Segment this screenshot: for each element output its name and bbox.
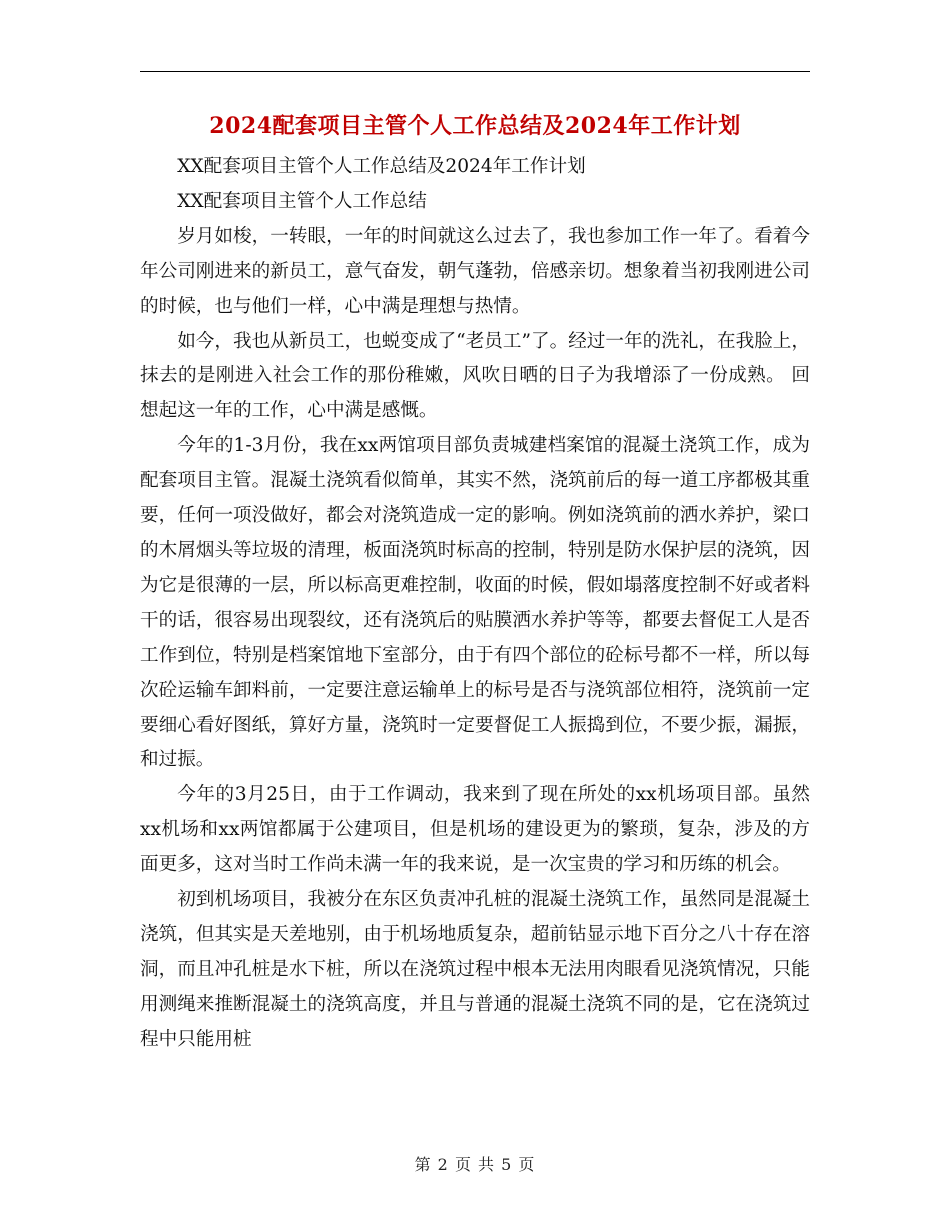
paragraph: 今年的3月25日，由于工作调动，我来到了现在所处的xx机场项目部。虽然xx机场和xx两馆都属于公建项目，但是机场的建设更为的繁琐，复杂，涉及的方面更多，这对当时工作尚未满一年的我来说，是一次宝贵的学习和历练的机会。 bbox=[140, 784, 810, 876]
paragraph: 岁月如梭，一转眼，一年的时间就这么过去了，我也参加工作一年了。看着今年公司刚进来的新员工，意气奋发，朝气蓬勃，倍感亲切。想象着当初我刚进公司的时候，也与他们一样，心中满是理想与热情。 bbox=[140, 225, 810, 317]
paragraph: XX配套项目主管个人工作总结及2024年工作计划 bbox=[177, 156, 586, 177]
document-title: 2024配套项目主管个人工作总结及2024年工作计划 bbox=[209, 113, 741, 139]
paragraph: 初到机场项目，我被分在东区负责冲孔桩的混凝土浇筑工作，虽然同是混凝土浇筑，但其实是天差地别，由于机场地质复杂，超前钻显示地下百分之八十存在溶洞，而且冲孔桩是水下桩，所以在浇筑过程中根本无法用肉眼看见浇筑情况，只能用测绳来推断混凝土的浇筑高度，并且与普通的混凝土浇筑不同的是，它在浇筑过程中只能用桩 bbox=[140, 889, 810, 1050]
page-number-footer: 第 2 页 共 5 页 bbox=[414, 1155, 536, 1174]
header-rule bbox=[140, 71, 810, 72]
paragraph: 今年的1-3月份，我在xx两馆项目部负责城建档案馆的混凝土浇筑工作，成为配套项目主管。混凝土浇筑看似简单，其实不然，浇筑前后的每一道工序都极其重要，任何一项没做好，都会对浇筑造成一定的影响。例如浇筑前的洒水养护，梁口的木屑烟头等垃圾的清理，板面浇筑时标高的控制，特别是防水保护层的浇筑，因为它是很薄的一层，所以标高更难控制，收面的时候，假如塌落度控制不好或者料干的话，很容易出现裂纹，还有浇筑后的贴膜洒水养护等等，都要去督促工人是否工作到位，特别是档案馆地下室部分，由于有四个部位的砼标号都不一样，所以每次砼运输车卸料前，一定要注意运输单上的标号是否与浇筑部位相符，浇筑前一定要细心看好图纸，算好方量，浇筑时一定要督促工人振捣到位，不要少振，漏振，和过振。 bbox=[140, 435, 810, 771]
document-body bbox=[140, 150, 810, 1058]
paragraph: XX配套项目主管个人工作总结 bbox=[177, 190, 427, 212]
paragraph: 如今，我也从新员工，也蜕变成了“老员工”了。经过一年的洗礼，在我脸上，抹去的是刚进入社会工作的那份稚嫩，风吹日晒的日子为我增添了一份成熟。 回想起这一年的工作，心中满是感慨。 bbox=[140, 330, 810, 422]
